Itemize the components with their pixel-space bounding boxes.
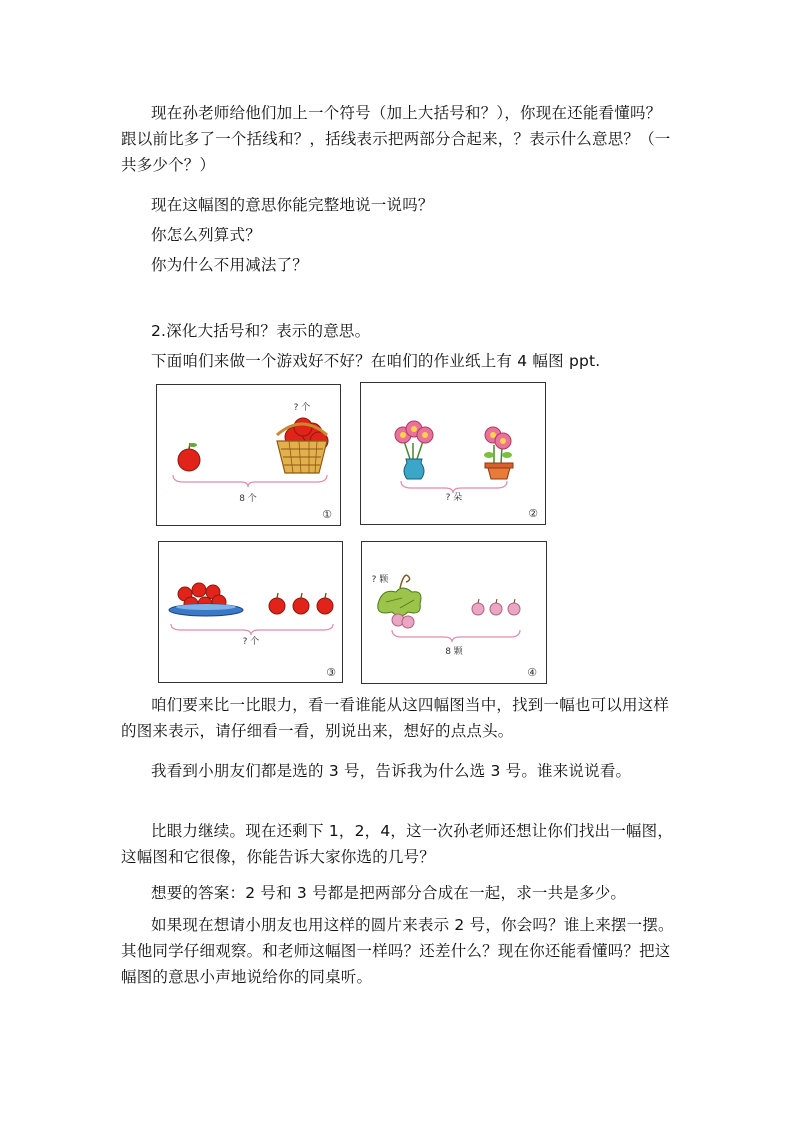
- paragraph-question-3: 你为什么不用减法了？: [151, 256, 309, 274]
- apples-icon: [269, 593, 333, 614]
- paragraph-answer: 想要的答案：2 号和 3 号都是把两部分合成在一起，求一共是多少。: [151, 884, 627, 902]
- grapes-icon: [472, 599, 520, 615]
- figure-number: ①: [322, 508, 332, 521]
- section-heading: 2.深化大括号和？表示的意思。: [151, 322, 371, 340]
- paragraph-game: 下面咱们来做一个游戏好不好？在咱们的作业纸上有 4 幅图 ppt.: [151, 352, 601, 370]
- top-label: ? 颗: [371, 575, 389, 585]
- figure-panel-2: [360, 382, 546, 525]
- top-label: ? 个: [293, 403, 311, 413]
- brace-icon: [392, 630, 520, 642]
- paragraph-practice: [121, 912, 681, 990]
- brace-icon: [401, 481, 507, 493]
- basket-icon: [277, 418, 328, 473]
- text-line: 跟以前比多了一个括线和？，括线表示把两部分合起来，？表示什么意思？（一: [121, 130, 671, 148]
- text-line: 的图来表示，请仔细看一看，别说出来，想好的点点头。: [121, 722, 514, 740]
- paragraph-intro: [121, 100, 681, 178]
- figure-number: ②: [528, 507, 538, 520]
- bottom-label: 8 颗: [445, 647, 463, 657]
- paragraph-continue: [121, 818, 681, 870]
- figure-panel-4: [361, 541, 547, 684]
- text-line: 这幅图和它很像，你能告诉大家你选的几号？: [121, 848, 436, 866]
- figure-panel-3: [158, 541, 343, 683]
- text-line: 幅图的意思小声地说给你的同桌听。: [121, 968, 373, 986]
- paragraph-choice: 我看到小朋友们都是选的 3 号，告诉我为什么选 3 号。谁来说说看。: [151, 762, 632, 780]
- figure-number: ④: [527, 666, 537, 679]
- figure-panel-1: [156, 384, 341, 526]
- text-line: 现在孙老师给他们加上一个符号（加上大括号和？），你现在还能看懂吗？: [151, 104, 662, 122]
- text-line: 咱们要来比一比眼力，看一看谁能从这四幅图当中，找到一幅也可以用这样: [151, 696, 670, 714]
- apple-icon: [178, 443, 200, 471]
- plate-apples-icon: [169, 583, 243, 616]
- bottom-label: ? 个: [242, 637, 260, 647]
- paragraph-question-1: 现在这幅图的意思你能完整地说一说吗？: [151, 196, 434, 214]
- vase-flowers-icon: [395, 421, 433, 479]
- brace-icon: [171, 624, 333, 635]
- paragraph-observe: [121, 692, 681, 744]
- bottom-label: 8 个: [239, 494, 257, 504]
- paragraph-question-2: 你怎么列算式？: [151, 226, 261, 244]
- figure-number: ③: [326, 666, 336, 679]
- text-line: 如果现在想请小朋友也用这样的圆片来表示 2 号，你会吗？谁上来摆一摆。: [151, 916, 674, 934]
- text-line: 共多少个？）: [121, 156, 216, 174]
- text-line: 其他同学仔细观察。和老师这幅图一样吗？还差什么？现在你还能看懂吗？把这: [121, 942, 671, 960]
- bottom-label: ? 朵: [445, 493, 463, 503]
- text-line: 比眼力继续。现在还剩下 1，2，4，这一次孙老师还想让你们找出一幅图，: [151, 822, 674, 840]
- brace-icon: [173, 475, 327, 487]
- potted-flowers-icon: [484, 427, 513, 479]
